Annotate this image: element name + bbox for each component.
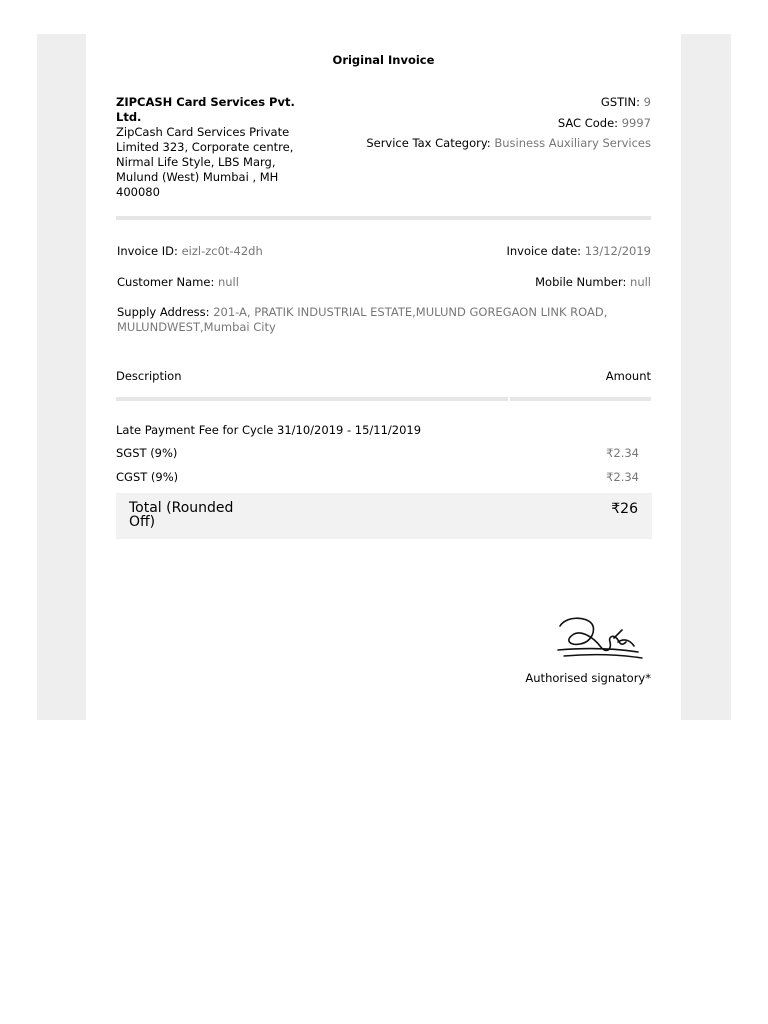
invoice-sheet <box>86 34 681 720</box>
sac-row <box>558 116 651 130</box>
amount-header-divider <box>510 397 651 401</box>
invoice-id-label: Invoice ID: <box>117 244 178 258</box>
signature-image <box>552 612 648 668</box>
total-row <box>116 493 652 539</box>
line-item-amount: ₹2.34 <box>606 446 639 460</box>
invoice-date-row <box>506 244 651 258</box>
supply-address-row <box>117 305 647 335</box>
invoice-date-label: Invoice date: <box>506 244 582 258</box>
supply-address-label: Supply Address: <box>117 305 210 319</box>
customer-name-row <box>117 275 239 289</box>
service-category-value: Business Auxiliary Services <box>494 136 651 150</box>
description-header: Description <box>116 369 182 383</box>
line-item-description: SGST (9%) <box>116 446 178 460</box>
supply-address-value: 201-A, PRATIK INDUSTRIAL ESTATE,MULUND GOREGAON LINK ROAD, MULUNDWEST,Mumbai City <box>117 305 608 334</box>
total-label: Total (Rounded Off) <box>129 500 234 530</box>
invoice-date-value: 13/12/2019 <box>584 244 651 258</box>
company-address: ZipCash Card Services Private Limited 323, Corporate centre, Nirmal Life Style, LBS Marg, Mulund (West) Mumbai , MH 400080 <box>116 125 294 199</box>
amount-header: Amount <box>605 369 651 383</box>
gstin-row <box>601 95 651 109</box>
gstin-label: GSTIN: <box>600 95 641 109</box>
company-name: ZIPCASH Card Services Pvt. Ltd. <box>116 95 295 124</box>
mobile-number-row <box>535 275 651 289</box>
service-category-row <box>366 136 651 150</box>
sac-label: SAC Code: <box>557 116 619 130</box>
customer-name-label: Customer Name: <box>117 275 215 289</box>
sac-value: 9997 <box>621 116 651 130</box>
total-value: ₹26 <box>611 501 638 517</box>
description-header-divider <box>116 397 508 401</box>
mobile-number-value: null <box>630 275 651 289</box>
line-item-amount: ₹2.34 <box>606 470 639 484</box>
header-divider <box>116 216 651 220</box>
line-item-description: CGST (9%) <box>116 470 179 484</box>
customer-name-value: null <box>217 275 239 289</box>
invoice-title: Original Invoice <box>332 53 435 67</box>
line-item-description: Late Payment Fee for Cycle 31/10/2019 - 15/11/2019 <box>116 423 422 437</box>
service-category-label: Service Tax Category: <box>366 136 491 150</box>
gstin-value: 9 <box>643 95 651 109</box>
invoice-id-value: eizl-zc0t-42dh <box>181 244 263 258</box>
authorised-signatory-label: Authorised signatory* <box>525 671 651 685</box>
invoice-id-row <box>117 244 263 258</box>
mobile-number-label: Mobile Number: <box>535 275 627 289</box>
